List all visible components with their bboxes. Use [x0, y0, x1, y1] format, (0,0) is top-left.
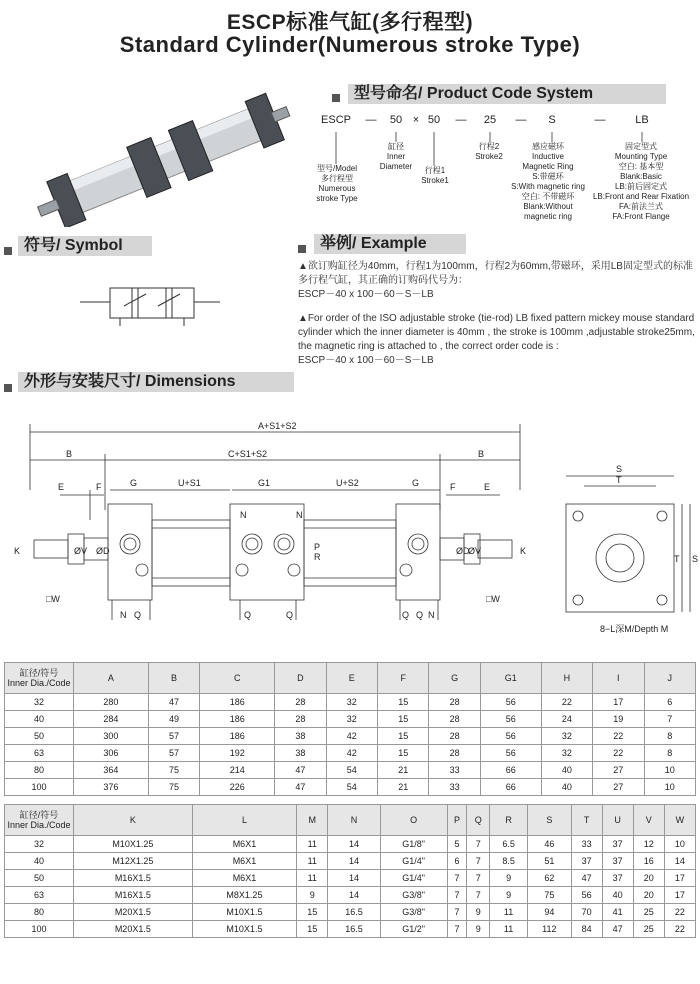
- table-cell: G3/8": [380, 887, 447, 904]
- table-cell: 56: [480, 711, 541, 728]
- code-stroke1: 50: [427, 114, 441, 126]
- dim-top: A+S1+S2: [258, 421, 297, 431]
- table-cell: 14: [664, 853, 695, 870]
- table-cell: 54: [326, 779, 377, 796]
- dim-e-right: E: [484, 482, 491, 492]
- table-cell: 6: [644, 694, 695, 711]
- table-cell: 54: [326, 762, 377, 779]
- table-col-o: O: [380, 805, 447, 836]
- table-cell: 25: [633, 921, 664, 938]
- table-col-j: J: [644, 663, 695, 694]
- table-cell: 186: [200, 711, 275, 728]
- table-col-d: D: [275, 663, 326, 694]
- label-mount: 固定型式 Mounting Type 空白: 基本型 Blank:Basic LB:前后固定式 LB:Front and Rear Fixation FA:前法兰式 FA:Front Flange: [592, 142, 690, 221]
- dim-od-right: ØD: [456, 546, 470, 556]
- dim-k-right: K: [520, 546, 527, 556]
- table-cell: 20: [633, 887, 664, 904]
- table-cell: 42: [326, 728, 377, 745]
- table-cell: 11: [297, 853, 328, 870]
- table-cell: 27: [593, 762, 644, 779]
- table-cell: 16.5: [328, 904, 380, 921]
- label-stroke1: 行程1 Stroke1: [421, 166, 449, 185]
- dim-s-side: S: [692, 554, 699, 564]
- table-col-b: B: [148, 663, 199, 694]
- example-en: ▲For order of the ISO adjustable stroke (tie-rod) LB fixed pattern mickey mouse standard cylinder which the inner diameter is 40mm , the stroke is 100mm ,adjustable stroke25mm, the magnetic ring is attached to , the correct order code is : ESCP－40 x 100－60－S－LB: [298, 313, 695, 366]
- table-cell: 66: [480, 762, 541, 779]
- dim-n-c: N: [120, 610, 127, 620]
- table-cell: 7: [644, 711, 695, 728]
- example-cn: ▲欲订购缸径为40mm，行程1为100mm，行程2为60mm,带磁环，采用LB固定型式的标准多行程气缸，其正确的订购码代号为： ESCP－40 x 100－60－S－LB: [298, 261, 693, 300]
- table-cell: 40: [541, 762, 592, 779]
- table-cell: 17: [664, 887, 695, 904]
- table-cell: M10X1.5: [192, 921, 297, 938]
- cylinder-photo: [30, 92, 300, 227]
- table-row: [5, 694, 696, 711]
- table-cell: 21: [378, 762, 429, 779]
- table-cell: 56: [480, 728, 541, 745]
- dim-w-left: □W: [46, 594, 60, 604]
- table-cell: M16X1.5: [74, 887, 193, 904]
- table-col-c: C: [200, 663, 275, 694]
- table-cell: 33: [429, 779, 480, 796]
- dim-k-left: K: [14, 546, 21, 556]
- table-cell: 32: [326, 694, 377, 711]
- table-cell: 32: [541, 728, 592, 745]
- table-cell: 47: [275, 779, 326, 796]
- code-dash: —: [455, 114, 467, 126]
- table-cell: 306: [74, 745, 149, 762]
- table-cell: 7: [467, 887, 490, 904]
- table-cell: 9: [490, 887, 528, 904]
- table-cell: M8X1.25: [192, 887, 297, 904]
- table-cell: 75: [148, 762, 199, 779]
- table-cell: 57: [148, 728, 199, 745]
- table-cell: 22: [664, 921, 695, 938]
- table-cell-code: 80: [5, 904, 74, 921]
- section-product-code: 型号命名/ Product Code System: [348, 84, 666, 104]
- code-mount: LB: [635, 114, 649, 126]
- table-row: [5, 853, 696, 870]
- table-cell-code: 63: [5, 887, 74, 904]
- table-col-a: A: [74, 663, 149, 694]
- table-cell: 25: [633, 904, 664, 921]
- table-cell: 15: [297, 904, 328, 921]
- table-cell: M6X1: [192, 870, 297, 887]
- table-col-f: F: [378, 663, 429, 694]
- table-cell: G1/8": [380, 836, 447, 853]
- table-cell: 24: [541, 711, 592, 728]
- table-cell: 8: [644, 745, 695, 762]
- table-cell: 17: [593, 694, 644, 711]
- table-cell: 376: [74, 779, 149, 796]
- product-code-bullet: [332, 89, 340, 107]
- dim-f-right: F: [450, 482, 456, 492]
- table-cell: 46: [528, 836, 571, 853]
- section-dimensions: 外形与安装尺寸/ Dimensions: [18, 372, 294, 392]
- dim-mid: C+S1+S2: [228, 449, 268, 459]
- table-cell: 7: [447, 870, 467, 887]
- table-cell: 32: [541, 745, 592, 762]
- table-cell: 17: [664, 870, 695, 887]
- table-col-g1: G1: [480, 663, 541, 694]
- table-row: [5, 779, 696, 796]
- table-cell: 226: [200, 779, 275, 796]
- table-cell: 9: [297, 887, 328, 904]
- table-col-n: N: [328, 805, 380, 836]
- table-cell: 11: [297, 836, 328, 853]
- table-row: [5, 711, 696, 728]
- table-cell: 112: [528, 921, 571, 938]
- table-cell: 62: [528, 870, 571, 887]
- dim-us1: U+S1: [178, 478, 201, 488]
- table-cell: 15: [378, 694, 429, 711]
- table-cell: 364: [74, 762, 149, 779]
- label-bore: 缸径 Inner Diameter: [379, 142, 413, 171]
- table-cell: 7: [467, 836, 490, 853]
- table-cell-code: 40: [5, 711, 74, 728]
- table-col-i: I: [593, 663, 644, 694]
- table-cell: 57: [148, 745, 199, 762]
- table-header-row: [5, 805, 696, 836]
- table-cell: M10X1.5: [192, 904, 297, 921]
- table-cell-code: 50: [5, 728, 74, 745]
- dim-depth-note: 8−L深M/Depth M: [600, 624, 669, 634]
- table-cell: 40: [602, 887, 633, 904]
- table-col-w: W: [664, 805, 695, 836]
- table-cell: 7: [447, 921, 467, 938]
- symbol-bullet: [4, 242, 12, 260]
- table-cell: G1/4": [380, 870, 447, 887]
- label-stroke2: 行程2 Stroke2: [475, 142, 503, 161]
- code-dash: —: [365, 114, 377, 126]
- table-cell-code: 80: [5, 762, 74, 779]
- table-cell: 5: [447, 836, 467, 853]
- dim-us2: U+S2: [336, 478, 359, 488]
- table-col-e: E: [326, 663, 377, 694]
- table-cell: 10: [664, 836, 695, 853]
- table-cell-code: 100: [5, 779, 74, 796]
- table-2-body: [5, 836, 696, 938]
- table-cell: 7: [447, 904, 467, 921]
- table-cell: 33: [571, 836, 602, 853]
- table-cell: 14: [328, 870, 380, 887]
- table-cell: 6: [447, 853, 467, 870]
- dimension-drawing: [0, 420, 700, 640]
- dim-f-left: F: [96, 482, 102, 492]
- dim-b-right: B: [478, 449, 485, 459]
- table-col-v: V: [633, 805, 664, 836]
- table-cell: 41: [602, 904, 633, 921]
- table-cell: 20: [633, 870, 664, 887]
- table-cell: 16.5: [328, 921, 380, 938]
- table-cell: M12X1.25: [74, 853, 193, 870]
- table-cell: 7: [447, 887, 467, 904]
- example-bullet: [298, 240, 306, 258]
- dim-g1: G1: [258, 478, 271, 488]
- table-cell-code: 32: [5, 836, 74, 853]
- table-cell: 11: [297, 870, 328, 887]
- table-header-row: [5, 663, 696, 694]
- table-cell: 22: [593, 745, 644, 762]
- table-cell: 49: [148, 711, 199, 728]
- section-example: 举例/ Example: [314, 234, 466, 254]
- table-cell: 14: [328, 836, 380, 853]
- table-cell: 28: [429, 728, 480, 745]
- code-stroke2: 25: [483, 114, 497, 126]
- table-cell: 19: [593, 711, 644, 728]
- table-cell: 22: [664, 904, 695, 921]
- table-cell: M16X1.5: [74, 870, 193, 887]
- table-cell: 28: [429, 711, 480, 728]
- table-cell: 300: [74, 728, 149, 745]
- table-cell-code: 40: [5, 853, 74, 870]
- table-cell: 27: [593, 779, 644, 796]
- code-bore: 50: [389, 114, 403, 126]
- dim-q-c: Q: [286, 610, 294, 620]
- table-col-g: G: [429, 663, 480, 694]
- table-cell: 40: [541, 779, 592, 796]
- table-header-code: 缸径/符号 Inner Dia./Code: [5, 663, 74, 694]
- code-ring: S: [548, 114, 556, 126]
- table-cell: 56: [480, 694, 541, 711]
- table-cell-code: 50: [5, 870, 74, 887]
- table-cell: 28: [429, 745, 480, 762]
- table-cell-code: 32: [5, 694, 74, 711]
- table-row: [5, 921, 696, 938]
- table-cell: 21: [378, 779, 429, 796]
- table-cell: 7: [467, 870, 490, 887]
- table-cell: 15: [297, 921, 328, 938]
- table-cell: 14: [328, 887, 380, 904]
- table-cell: 9: [467, 921, 490, 938]
- dim-q-a: Q: [134, 610, 142, 620]
- table-cell: 10: [644, 779, 695, 796]
- dim-g-right: G: [412, 478, 420, 488]
- table-cell: 15: [378, 728, 429, 745]
- dim-ov-left: ØV: [74, 546, 88, 556]
- table-cell: 280: [74, 694, 149, 711]
- table-cell: 12: [633, 836, 664, 853]
- table-col-h: H: [541, 663, 592, 694]
- table-col-k: K: [74, 805, 193, 836]
- table-cell: 47: [148, 694, 199, 711]
- dim-n-b: N: [296, 510, 303, 520]
- code-dash: —: [515, 114, 527, 126]
- table-cell: 70: [571, 904, 602, 921]
- table-cell: 9: [467, 904, 490, 921]
- table-cell: 22: [593, 728, 644, 745]
- table-cell: M10X1.25: [74, 836, 193, 853]
- table-cell: M6X1: [192, 853, 297, 870]
- table-cell: 47: [602, 921, 633, 938]
- table-cell: 214: [200, 762, 275, 779]
- section-symbol: 符号/ Symbol: [18, 236, 152, 256]
- dim-od-left: ØD: [96, 546, 110, 556]
- table-row: [5, 887, 696, 904]
- dim-p: P: [314, 542, 321, 552]
- code-dash: —: [594, 114, 606, 126]
- page-title-en: Standard Cylinder(Numerous stroke Type): [119, 32, 581, 57]
- table-cell: 15: [378, 711, 429, 728]
- dim-r: R: [314, 552, 321, 562]
- cylinder-symbol: [80, 282, 220, 332]
- table-cell: 16: [633, 853, 664, 870]
- code-times: ×: [412, 114, 420, 126]
- table-cell: 284: [74, 711, 149, 728]
- dim-n-d: N: [428, 610, 435, 620]
- table-row: [5, 762, 696, 779]
- table-row: [5, 728, 696, 745]
- table-cell: 6.5: [490, 836, 528, 853]
- table-cell: 8.5: [490, 853, 528, 870]
- page-title-cn: ESCP标准气缸(多行程型): [226, 11, 474, 34]
- table-cell: 38: [275, 745, 326, 762]
- table-cell: 37: [602, 836, 633, 853]
- table-col-t: T: [571, 805, 602, 836]
- table-cell: 14: [328, 853, 380, 870]
- table-cell-code: 100: [5, 921, 74, 938]
- table-cell: 51: [528, 853, 571, 870]
- table-cell: 186: [200, 728, 275, 745]
- table-cell: 10: [644, 762, 695, 779]
- label-ring: 感应磁环 Inductive Magnetic Ring S:带磁环 S:With magnetic ring 空白: 不带磁环 Blank:Without magnetic ring: [511, 142, 585, 221]
- dim-e-left: E: [58, 482, 65, 492]
- table-cell: 28: [275, 694, 326, 711]
- dim-q-e: Q: [416, 610, 424, 620]
- table-col-m: M: [297, 805, 328, 836]
- table-row: [5, 745, 696, 762]
- table-cell: 56: [571, 887, 602, 904]
- table-col-r: R: [490, 805, 528, 836]
- table-cell: M20X1.5: [74, 904, 193, 921]
- table-col-p: P: [447, 805, 467, 836]
- table-cell: 37: [602, 870, 633, 887]
- table-col-q: Q: [467, 805, 490, 836]
- table-cell: 28: [275, 711, 326, 728]
- dim-w-right: □W: [486, 594, 500, 604]
- table-cell: 66: [480, 779, 541, 796]
- table-col-s: S: [528, 805, 571, 836]
- table-cell: 75: [528, 887, 571, 904]
- table-cell: G3/8": [380, 904, 447, 921]
- table-cell: 32: [326, 711, 377, 728]
- dim-ov-right: ØV: [468, 546, 482, 556]
- table-cell: 186: [200, 694, 275, 711]
- table-cell: 84: [571, 921, 602, 938]
- dim-b-left: B: [66, 449, 73, 459]
- table-cell: 37: [602, 853, 633, 870]
- table-cell: 94: [528, 904, 571, 921]
- dim-t-top: T: [616, 475, 622, 485]
- code-model: ESCP: [321, 114, 351, 126]
- table-cell: M20X1.5: [74, 921, 193, 938]
- table-cell: 38: [275, 728, 326, 745]
- dim-s-top: S: [616, 464, 623, 474]
- table-cell: 47: [275, 762, 326, 779]
- dimension-table-1: [4, 662, 696, 796]
- dim-q-b: Q: [244, 610, 252, 620]
- table-cell: 11: [490, 904, 528, 921]
- table-cell: 37: [571, 853, 602, 870]
- dim-n-a: N: [240, 510, 247, 520]
- table-1-body: [5, 694, 696, 796]
- table-cell: 11: [490, 921, 528, 938]
- dim-q-d: Q: [402, 610, 410, 620]
- table-cell: 28: [429, 694, 480, 711]
- table-cell: 7: [467, 853, 490, 870]
- table-cell: 9: [490, 870, 528, 887]
- table-cell: 42: [326, 745, 377, 762]
- table-col-l: L: [192, 805, 297, 836]
- table-cell: 75: [148, 779, 199, 796]
- table-cell: 192: [200, 745, 275, 762]
- table-col-u: U: [602, 805, 633, 836]
- table-row: [5, 904, 696, 921]
- table-cell: G1/4": [380, 853, 447, 870]
- table-row: [5, 836, 696, 853]
- table-cell: 47: [571, 870, 602, 887]
- table-header-code: 缸径/符号 Inner Dia./Code: [5, 805, 74, 836]
- table-cell-code: 63: [5, 745, 74, 762]
- dimensions-bullet: [4, 379, 12, 397]
- table-row: [5, 870, 696, 887]
- dim-g-left: G: [130, 478, 138, 488]
- table-cell: 15: [378, 745, 429, 762]
- table-cell: 56: [480, 745, 541, 762]
- table-cell: 33: [429, 762, 480, 779]
- table-cell: 8: [644, 728, 695, 745]
- label-model: 型号/Model 多行程型 Numerous stroke Type: [316, 164, 358, 203]
- dim-t-side: T: [674, 554, 680, 564]
- table-cell: M6X1: [192, 836, 297, 853]
- table-cell: G1/2": [380, 921, 447, 938]
- table-cell: 22: [541, 694, 592, 711]
- dimension-table-2: [4, 804, 696, 938]
